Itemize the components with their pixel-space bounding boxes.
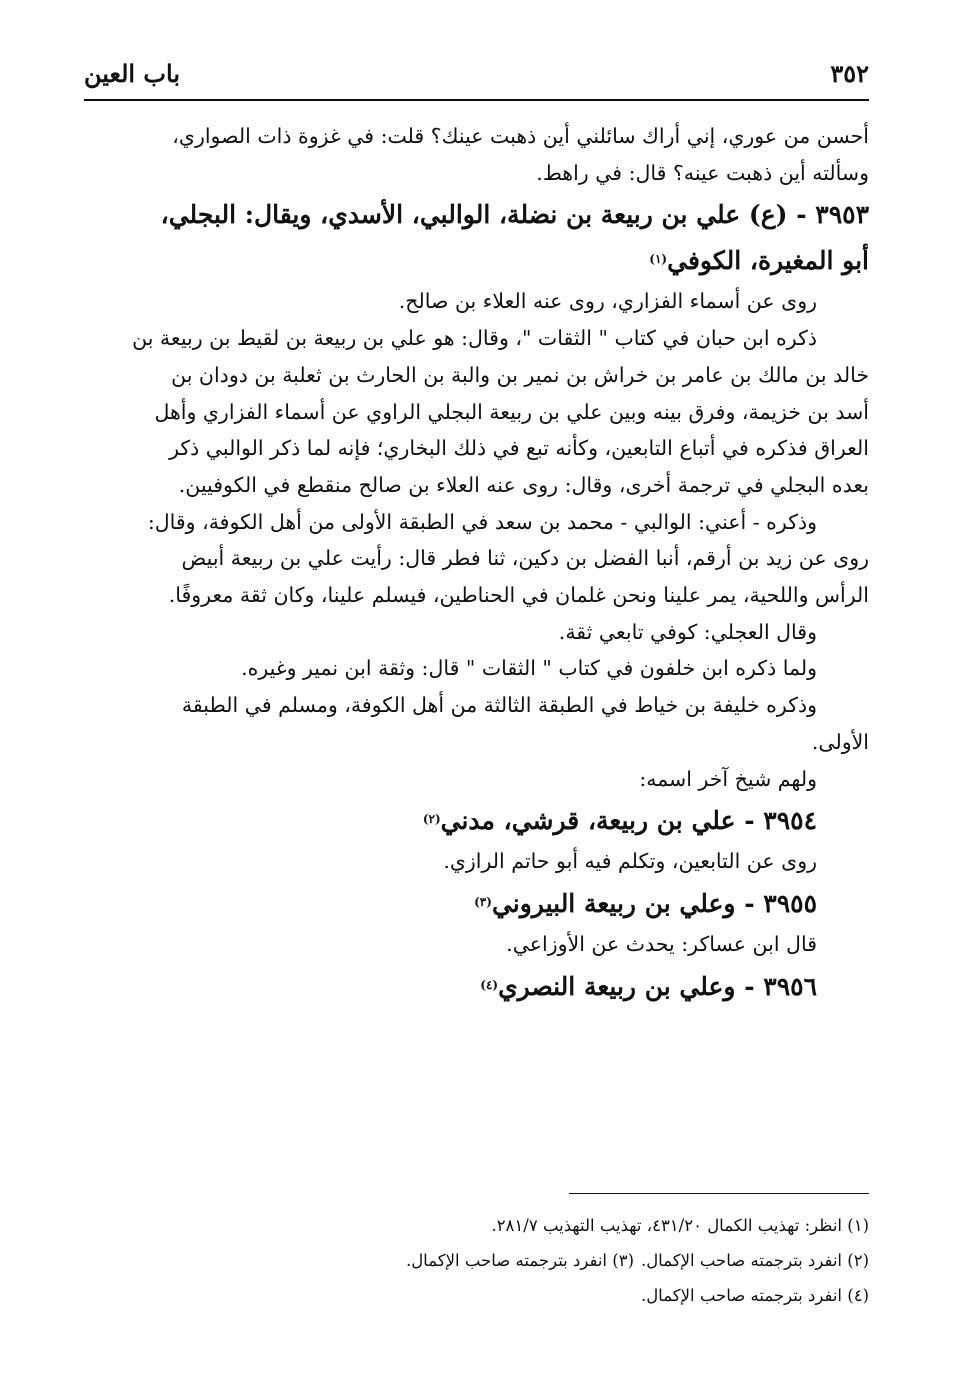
entry-heading-text: ٣٩٥٤ - علي بن ربيعة، قرشي، مدني [440,806,817,836]
entry-heading-text: أبو المغيرة، الكوفي [667,246,869,276]
entry-heading-3953-cont [80,239,869,283]
footnote-2: (٢) انفرد بترجمته صاحب الإكمال. [640,1251,869,1270]
text-line: أسد بن خزيمة، وفرق بينه وبين علي بن ربيعة البجلي الراوي عن أسماء الفزاري وأهل [154,399,869,424]
text-line: وذكره - أعني: الوالبي - محمد بن سعد في الطبقة الأولى من أهل الكوفة، وقال: [147,509,817,534]
running-header [84,55,869,101]
footnote-1: (١) انظر: تهذيب الكمال ٤٣١/٢٠، تهذيب التهذيب ٢٨١/٧. [491,1216,869,1235]
entry-heading-3955 [80,882,869,926]
text-line: قال ابن عساكر: يحدث عن الأوزاعي. [506,931,817,956]
footnote-marker: (٣) [474,894,492,909]
entry-heading-text: ٣٩٥٦ - وعلي بن ربيعة النصري [498,971,817,1001]
text-line: ذكره ابن حبان في كتاب " الثقات "، وقال: هو علي بن ربيعة بن لقيط بن ربيعة بن [132,326,817,351]
text-line: روى عن أسماء الفزاري، روى عنه العلاء بن صالح. [398,289,817,314]
entry-heading-text: ٣٩٥٥ - وعلي بن ربيعة البيروني [491,888,817,918]
text-line: ولما ذكره ابن خلفون في كتاب " الثقات " قال: وثقة ابن نمير وغيره. [241,656,817,681]
text-line: الرأس واللحية، يمر علينا ونحن غلمان في الحناطين، فيسلم علينا، وكان ثقة معروفًا. [168,583,869,608]
text-line: ولهم شيخ آخر اسمه: [639,766,817,791]
entry-heading-3954 [80,799,869,843]
footnote-marker: (٢) [422,812,441,827]
text-line: العراق فذكره في أتباع التابعين، وكأنه تبع في ذلك البخاري؛ فإنه لما ذكر الوالبي ذكر [169,436,869,461]
text-line: خالد بن مالك بن عامر بن خراش بن نمير بن والبة بن الحارث بن ثعلبة بن دودان بن [171,362,869,387]
text-line: روى عن زيد بن أرقم، أنبا الفضل بن دكين، ثنا فطر قال: رأيت علي بن ربيعة أبيض [181,546,869,571]
footnotes [80,1208,869,1313]
footnote-marker: (٤) [480,977,499,992]
page-number: ٣٥٢ [830,59,869,88]
footnote-marker: (١) [649,252,668,267]
entry-heading-3956 [80,965,869,1009]
footnote-3: (٣) انفرد بترجمته صاحب الإكمال. [405,1251,634,1270]
text-line: روى عن التابعين، وتكلم فيه أبو حاتم الرازي. [443,849,817,874]
text-line: أحسن من عوري، إني أراك سائلني أين ذهبت عينك؟ قلت: في غزوة ذات الصواري، [172,124,869,148]
text-line: وذكره خليفة بن خياط في الطبقة الثالثة من أهل الكوفة، ومسلم في الطبقة [181,693,817,718]
footnote-4: (٤) انفرد بترجمته صاحب الإكمال. [640,1286,869,1305]
chapter-title: باب العين [84,59,181,88]
text-line: وقال العجلي: كوفي تابعي ثقة. [558,619,817,644]
entry-heading-text: ٣٩٥٣ - (ع) علي بن ربيعة بن نضلة، الوالبي، الأسدي، ويقال: البجلي، [160,200,869,230]
main-text [80,118,869,1009]
entry-heading-3953 [80,193,869,237]
text-line: بعده البجلي في ترجمة أخرى، وقال: روى عنه العلاء بن صالح منقطع في الكوفيين. [178,472,869,497]
footnote-separator [569,1193,869,1194]
text-line: الأولى. [811,729,869,754]
footnote-row [80,1243,869,1278]
text-line: وسألته أين ذهبت عينه؟ قال: في راهط. [536,160,869,185]
